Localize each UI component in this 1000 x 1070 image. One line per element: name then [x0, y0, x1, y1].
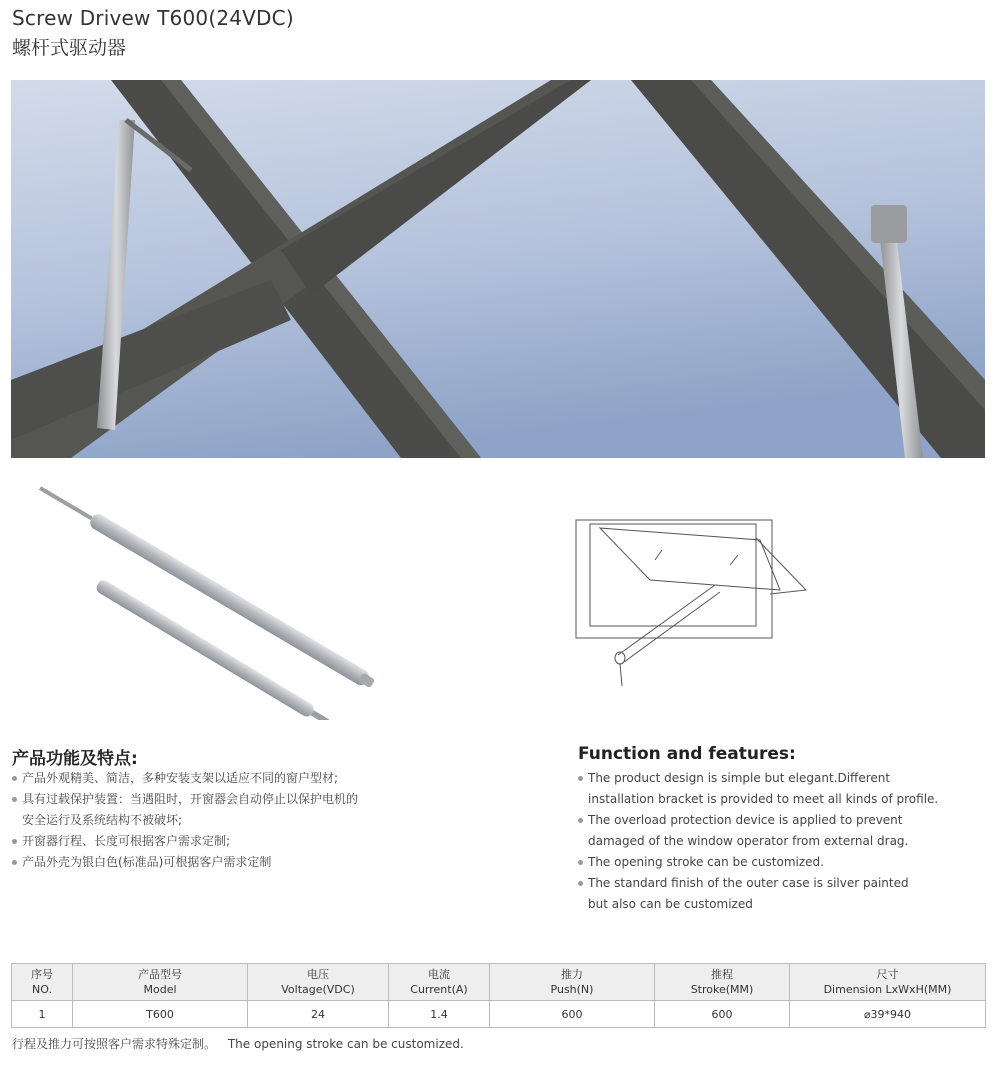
page-subtitle-cn: 螺杆式驱动器: [12, 37, 127, 59]
header-en: Push(N): [550, 983, 594, 996]
feature-line: The overload protection device is applied to prevent: [588, 813, 903, 827]
col-header-push: [490, 964, 655, 1001]
cell-model: T600: [73, 1001, 248, 1028]
header-cn: 电压: [307, 968, 329, 981]
cell-dimension: ⌀39*940: [790, 1001, 986, 1028]
feature-line: 产品外观精美、简洁，多种安装支架以适应不同的窗户型材;: [22, 771, 339, 785]
list-item: [12, 789, 512, 831]
list-item: [578, 852, 988, 873]
table-row: [12, 1001, 986, 1028]
col-header-dimension: [790, 964, 986, 1001]
cell-current: 1.4: [389, 1001, 490, 1028]
feature-line: but also can be customized: [588, 897, 753, 911]
feature-line: installation bracket is provided to meet all kinds of profile.: [588, 792, 939, 806]
header-en: Model: [143, 983, 177, 996]
list-item: [578, 768, 988, 810]
feature-line: The product design is simple but elegant.Different: [588, 771, 891, 785]
header-cn: 序号: [31, 968, 53, 981]
footnote-en: The opening stroke can be customized.: [227, 1037, 464, 1051]
feature-line: 开窗器行程、长度可根据客户需求定制;: [22, 834, 231, 848]
header-cn: 产品型号: [138, 968, 182, 981]
installation-diagram: [570, 510, 820, 690]
list-item: [12, 831, 512, 852]
header-en: NO.: [32, 983, 52, 996]
list-item: [578, 810, 988, 852]
cell-stroke: 600: [655, 1001, 790, 1028]
feature-line: 产品外壳为银白色(标准品)可根据客户需求定制: [22, 855, 272, 869]
footnote-cn: 行程及推力可按照客户需求特殊定制。: [12, 1037, 217, 1051]
product-photo: [30, 480, 390, 720]
cell-no: 1: [12, 1001, 73, 1028]
header-en: Stroke(MM): [690, 983, 754, 996]
features-en-heading: Function and features:: [578, 744, 796, 764]
list-item: [578, 873, 988, 915]
feature-line: damaged of the window operator from external drag.: [588, 834, 909, 848]
col-header-no: [12, 964, 73, 1001]
feature-line: 安全运行及系统结构不被破坏;: [22, 813, 183, 827]
page-title: Screw Drivew T600(24VDC): [12, 6, 294, 30]
header-cn: 推程: [711, 968, 733, 981]
spec-table: [11, 963, 986, 1028]
features-cn-list: [12, 768, 512, 873]
header-en: Current(A): [410, 983, 468, 996]
feature-line: 具有过载保护装置：当遇阻时，开窗器会自动停止以保护电机的: [22, 792, 359, 806]
col-header-model: [73, 964, 248, 1001]
col-header-voltage: [248, 964, 389, 1001]
header-en: Dimension LxWxH(MM): [823, 983, 952, 996]
cell-push: 600: [490, 1001, 655, 1028]
features-cn-heading: 产品功能及特点:: [12, 749, 138, 769]
header-cn: 推力: [561, 968, 583, 981]
features-en-list: [578, 768, 988, 915]
header-cn: 尺寸: [876, 968, 899, 981]
footnote: [12, 1035, 472, 1052]
col-header-stroke: [655, 964, 790, 1001]
list-item: [12, 768, 512, 789]
feature-line: The opening stroke can be customized.: [588, 855, 824, 869]
header-en: Voltage(VDC): [281, 983, 355, 996]
col-header-current: [389, 964, 490, 1001]
hero-photo: [11, 80, 985, 458]
cell-voltage: 24: [248, 1001, 389, 1028]
table-header-row: [12, 964, 986, 1001]
header-cn: 电流: [428, 968, 450, 981]
list-item: [12, 852, 512, 873]
feature-line: The standard finish of the outer case is silver painted: [588, 876, 909, 890]
